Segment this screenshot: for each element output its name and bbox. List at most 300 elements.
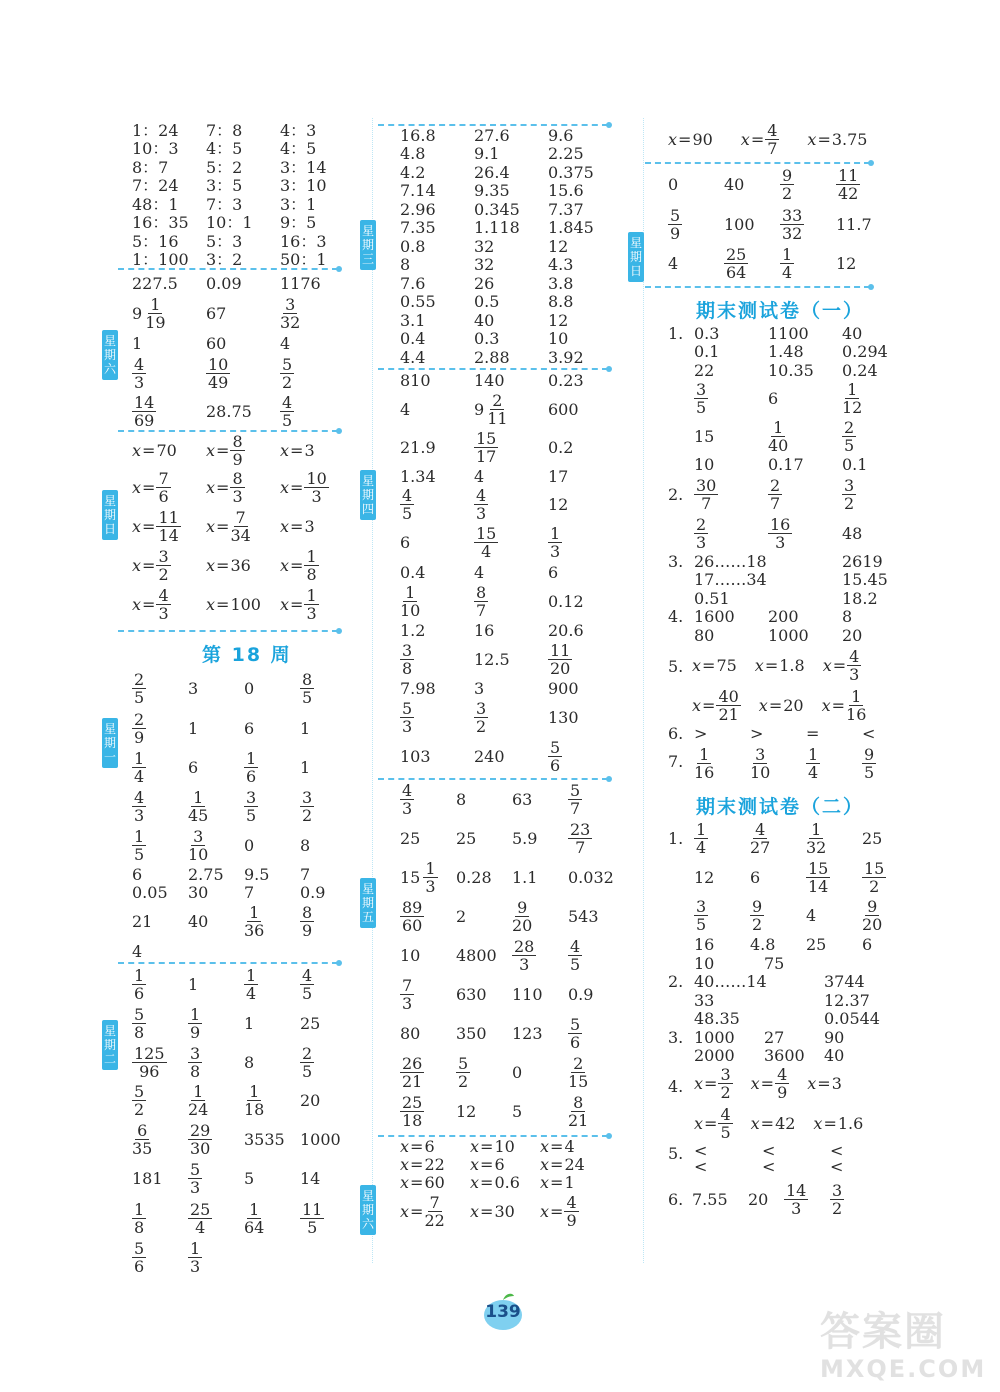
equals-sign: =	[750, 130, 765, 149]
denominator: 12	[842, 398, 863, 417]
value: 12	[548, 310, 569, 330]
value: 11.7	[836, 214, 872, 234]
answer-cell	[280, 468, 354, 507]
value: 6	[244, 718, 255, 738]
numerator: 4	[158, 586, 169, 605]
value: 60	[424, 1172, 445, 1192]
fraction	[244, 789, 258, 824]
answer-cell	[300, 748, 356, 787]
answer-cell	[724, 164, 780, 204]
tab-char: 星	[361, 474, 374, 488]
numerator: 11	[158, 508, 179, 527]
denominator: 8	[190, 1061, 201, 1081]
value: 32	[474, 255, 495, 275]
value: 1	[188, 718, 199, 738]
fraction	[768, 516, 792, 551]
column-divider	[372, 118, 373, 1263]
answer-cell	[806, 724, 862, 742]
value: <	[694, 1140, 708, 1160]
numerator: 7	[158, 469, 169, 488]
answer-cell	[132, 787, 188, 826]
value: 12	[548, 236, 569, 256]
value: 8：7	[132, 157, 169, 177]
equation	[280, 441, 315, 460]
value: 27	[764, 1027, 785, 1047]
numerator: 4	[476, 485, 487, 505]
value: 1	[564, 1172, 575, 1192]
answer-cell	[400, 330, 474, 349]
value: 4	[806, 905, 817, 925]
answer-cell	[280, 272, 340, 294]
equation	[823, 648, 862, 683]
value: 2.25	[548, 144, 584, 164]
value: 17……34	[694, 570, 767, 590]
numerator: 14	[786, 1180, 807, 1200]
equation	[132, 587, 171, 622]
denominator: 8	[134, 1023, 145, 1042]
answer-cell	[568, 1014, 624, 1053]
denominator: 42	[838, 183, 859, 203]
numerator: 4	[402, 781, 413, 800]
value: 16	[474, 620, 495, 640]
answer-cell	[474, 428, 548, 466]
answer-cell	[474, 256, 548, 275]
answer-cell	[512, 975, 568, 1014]
answer-cell	[188, 941, 244, 961]
answer-cell	[132, 250, 206, 269]
answer-cell	[188, 1198, 244, 1238]
variable: x	[400, 1136, 410, 1156]
exam2-heading: 期末测试卷（二）	[696, 796, 865, 818]
fraction	[474, 487, 488, 522]
answer-cell	[244, 1159, 300, 1198]
tab-char: 日	[629, 264, 642, 278]
mixed-number	[474, 392, 508, 427]
value: 110	[512, 985, 543, 1004]
denominator: 32	[782, 223, 803, 243]
equals-sign: =	[702, 656, 716, 675]
equation	[400, 1137, 435, 1156]
answer-cell	[568, 858, 624, 897]
fraction	[400, 584, 420, 619]
value: 15.6	[548, 181, 584, 201]
answer-cell	[512, 858, 568, 897]
value: 0	[244, 678, 255, 698]
answer-cell	[884, 1047, 892, 1066]
answer-cell	[568, 936, 624, 975]
numerator: 125	[134, 1043, 165, 1063]
equals-sign: =	[817, 130, 831, 149]
equals-sign: =	[142, 595, 156, 614]
numerator: 1	[425, 859, 436, 878]
answer-cell	[132, 901, 188, 941]
equation	[206, 556, 251, 575]
value: 0.12	[548, 591, 584, 611]
fraction	[280, 296, 300, 331]
equals-sign: =	[704, 1114, 718, 1133]
answer-cell	[694, 818, 750, 858]
denominator: 7	[770, 493, 781, 513]
numerator: 25	[402, 1093, 423, 1112]
value: 3	[474, 678, 485, 698]
fraction	[400, 700, 414, 735]
value: 3600	[764, 1046, 805, 1066]
answer-cell	[400, 182, 474, 201]
numerator: 3	[285, 294, 296, 314]
numerator: 8	[573, 1093, 584, 1112]
equals-sign: =	[290, 595, 304, 614]
answer-cell	[548, 219, 622, 238]
value: 7.55	[692, 1189, 728, 1209]
answer-cell	[668, 514, 694, 552]
value: 600	[548, 399, 579, 419]
answer-cell	[548, 486, 622, 522]
fraction	[304, 548, 318, 583]
numerator: 5	[134, 1082, 145, 1101]
numerator: 5	[570, 781, 581, 800]
fraction	[780, 207, 804, 242]
numerator: 1	[246, 749, 257, 768]
sun3-grid	[668, 164, 892, 283]
answer-cell	[668, 818, 694, 858]
value: <	[830, 1140, 844, 1160]
denominator: 3	[849, 665, 860, 684]
answer-cell	[764, 1047, 824, 1066]
answer-cell	[132, 432, 206, 468]
denominator: 5	[302, 983, 313, 1003]
answer-cell	[694, 589, 768, 608]
numerator: 5	[190, 1160, 201, 1179]
value: 6	[862, 934, 873, 954]
answer-cell	[474, 370, 548, 390]
answer-cell	[694, 418, 768, 456]
answer-cell	[568, 780, 624, 819]
answer-cell	[400, 390, 474, 428]
tab-char: 星	[103, 334, 116, 348]
value: 40	[842, 323, 863, 343]
value: 1.	[668, 828, 684, 848]
denominator: 6	[134, 983, 145, 1003]
value: 3744	[824, 972, 865, 992]
answer-cell	[474, 274, 548, 293]
answer-cell	[206, 468, 280, 507]
answer-cell	[300, 668, 356, 708]
equals-sign: =	[550, 1201, 564, 1221]
answer-cell	[668, 608, 694, 627]
variable: x	[540, 1154, 550, 1174]
answer-cell	[188, 708, 244, 748]
value: 4.4	[400, 347, 426, 367]
answer-cell	[244, 826, 300, 865]
value: 3	[304, 440, 315, 460]
equation	[206, 470, 245, 505]
answer-cell	[244, 668, 300, 708]
fraction	[244, 1201, 264, 1236]
numerator: 4	[402, 485, 413, 505]
value: 4	[132, 941, 143, 961]
denominator: 2	[134, 1100, 145, 1119]
value: 1	[188, 974, 199, 994]
value: 1176	[280, 273, 321, 293]
fraction	[304, 470, 328, 505]
denominator: 32	[806, 837, 827, 857]
weekday-tab	[360, 1185, 376, 1235]
value: 40	[474, 310, 495, 330]
value: 8	[400, 255, 411, 275]
exam1-heading: 期末测试卷（一）	[696, 300, 865, 322]
value: 4.3	[548, 255, 574, 275]
answer-cell	[512, 780, 568, 819]
numerator: 3	[844, 475, 855, 495]
answer-cell	[400, 780, 456, 819]
numerator: 2	[844, 418, 855, 437]
denominator: 4	[481, 541, 492, 561]
answer-cell	[188, 901, 244, 941]
fraction	[300, 967, 314, 1002]
answer-line	[694, 1066, 860, 1101]
week-heading: 第 18 周	[202, 644, 292, 666]
ratio-grid	[132, 120, 340, 268]
equation	[692, 688, 741, 723]
answer-cell	[300, 787, 356, 826]
value: 3：10	[280, 176, 327, 196]
answer-cell	[206, 272, 280, 294]
fraction	[156, 470, 170, 505]
answer-cell	[764, 991, 824, 1010]
answer-cell	[842, 418, 912, 456]
fraction	[188, 1122, 212, 1157]
equals-sign: =	[480, 1172, 494, 1192]
answer-cell	[694, 1047, 764, 1066]
denominator: 6	[134, 1256, 145, 1276]
numerator: 8	[302, 902, 313, 922]
answer-cell	[548, 698, 622, 736]
fraction	[188, 1006, 202, 1041]
equation	[751, 1066, 790, 1101]
answer-cell	[280, 392, 340, 430]
answer-cell	[456, 858, 512, 897]
fraction	[300, 904, 314, 939]
equation	[759, 696, 804, 715]
fraction	[145, 296, 165, 331]
variable: x	[750, 1114, 760, 1133]
denominator: 4	[134, 767, 145, 786]
value: 42	[775, 1114, 796, 1133]
answer-cell	[668, 380, 694, 418]
variable: x	[822, 656, 832, 675]
value: 6	[400, 532, 411, 552]
equals-sign: =	[480, 1136, 494, 1156]
numerator: 1	[306, 547, 317, 566]
fraction	[716, 688, 740, 723]
answer-cell	[400, 819, 456, 858]
value: 3：2	[206, 250, 243, 270]
value: <	[762, 1156, 776, 1176]
answer-cell	[456, 936, 512, 975]
variable: x	[132, 556, 142, 575]
tab-char: 星	[103, 1024, 116, 1038]
equals-sign: =	[290, 556, 304, 575]
value: 60	[206, 333, 227, 353]
value: 810	[400, 370, 431, 390]
answer-cell	[668, 896, 694, 934]
variable: x	[280, 478, 290, 497]
answer-cell	[132, 1198, 188, 1238]
value: 48	[842, 523, 863, 543]
answer-cell	[694, 361, 768, 380]
answer-cell	[862, 896, 908, 934]
value: 24	[564, 1154, 585, 1174]
denominator: 3	[402, 799, 413, 818]
answer-cell	[764, 954, 824, 973]
value: 0.4	[400, 562, 426, 582]
value: 1000	[694, 1027, 735, 1047]
value: 0.09	[206, 273, 242, 293]
value: 7.35	[400, 218, 436, 238]
value: 9：5	[280, 213, 317, 233]
value: 1600	[694, 607, 735, 627]
answer-cell	[750, 934, 806, 954]
fraction	[244, 904, 264, 939]
fraction	[300, 1201, 324, 1236]
value: 0.2	[548, 437, 574, 457]
answer-cell	[668, 324, 694, 343]
equals-sign: =	[216, 440, 230, 460]
answer-cell	[694, 343, 768, 362]
answer-cell	[456, 897, 512, 936]
value: 10	[400, 946, 421, 965]
answer-cell	[400, 163, 474, 182]
tab-char: 期	[361, 238, 374, 252]
answer-cell	[132, 294, 206, 332]
denominator: 20	[512, 916, 533, 935]
denominator: 3	[476, 503, 487, 523]
answer-cell	[400, 274, 474, 293]
value: 0.9	[300, 882, 326, 902]
answer-cell	[132, 941, 188, 961]
numerator: 3	[158, 547, 169, 566]
answer-cell	[206, 332, 280, 354]
fraction	[156, 587, 170, 622]
denominator: 22	[424, 1210, 445, 1230]
fraction	[568, 821, 592, 856]
sun-grid	[132, 432, 354, 624]
answer-cell	[694, 324, 768, 343]
answer-cell	[862, 818, 908, 858]
equation	[206, 509, 251, 544]
denominator: 6	[246, 767, 257, 786]
fraction	[694, 821, 708, 856]
value: 1	[244, 1014, 255, 1033]
denominator: 14	[158, 526, 179, 545]
answer-cell	[768, 474, 842, 514]
answer-cell	[474, 640, 548, 678]
fraction	[230, 470, 244, 505]
answer-cell	[300, 1004, 356, 1043]
denominator: 34	[230, 526, 251, 545]
numerator: 5	[570, 1015, 581, 1034]
weekday-tab	[360, 220, 376, 270]
answer-cell	[548, 237, 622, 256]
fraction	[568, 1055, 588, 1090]
value: 4800	[456, 946, 497, 965]
answer-cell	[474, 348, 548, 367]
value: 3.8	[548, 273, 574, 293]
equation	[470, 1137, 515, 1156]
value: 130	[548, 707, 579, 727]
fraction	[188, 1240, 202, 1275]
answer-cell	[842, 324, 912, 343]
value: 1000	[300, 1130, 341, 1149]
answer-cell	[806, 818, 862, 858]
equation	[400, 1194, 445, 1229]
denominator: 2	[476, 716, 487, 736]
fraction	[300, 671, 314, 706]
answer-cell	[768, 361, 842, 380]
equals-sign: =	[410, 1154, 424, 1174]
answer-cell	[750, 744, 806, 782]
equation	[206, 595, 261, 614]
answer-cell	[132, 332, 206, 354]
value: 12	[456, 1102, 477, 1121]
answer-cell	[474, 311, 548, 330]
answer-cell	[400, 1092, 456, 1131]
answer-cell	[548, 640, 622, 678]
denominator: 5	[302, 1061, 313, 1081]
value: 40	[824, 1046, 845, 1066]
answer-cell	[400, 1014, 456, 1053]
answer-cell	[400, 698, 474, 736]
answer-cell	[280, 332, 340, 354]
answer-cell	[244, 865, 300, 883]
equation	[822, 688, 867, 723]
denominator: 17	[476, 446, 497, 466]
answer-cell	[132, 1043, 188, 1081]
variable: x	[400, 1154, 410, 1174]
denominator: 18	[244, 1100, 265, 1119]
answer-cell	[694, 972, 767, 992]
denominator: 7	[570, 799, 581, 818]
answer-cell	[862, 724, 902, 742]
denominator: 3	[158, 604, 169, 623]
answer-cell	[694, 744, 750, 782]
fraction	[400, 487, 414, 522]
numerator: 7	[402, 976, 413, 995]
answer-cell	[280, 354, 340, 392]
answer-cell	[668, 456, 694, 475]
numerator: 1	[851, 687, 862, 706]
value: 4.8	[750, 934, 776, 954]
denominator: 3	[696, 532, 707, 552]
answer-cell	[132, 708, 188, 748]
fraction	[806, 746, 820, 781]
answer-cell	[280, 294, 340, 332]
denominator: 5	[402, 503, 413, 523]
answer-cell	[842, 552, 912, 571]
fraction	[847, 648, 861, 683]
tab-char: 五	[361, 910, 374, 924]
answer-cell	[668, 973, 694, 992]
answer-cell	[842, 343, 912, 362]
fraction	[830, 1182, 844, 1217]
fraction	[694, 516, 708, 551]
answer-cell	[842, 626, 912, 645]
equals-sign: =	[142, 440, 156, 460]
answer-cell	[456, 975, 512, 1014]
value: 6	[768, 389, 779, 408]
equation	[540, 1155, 585, 1174]
value: 40	[724, 174, 745, 194]
